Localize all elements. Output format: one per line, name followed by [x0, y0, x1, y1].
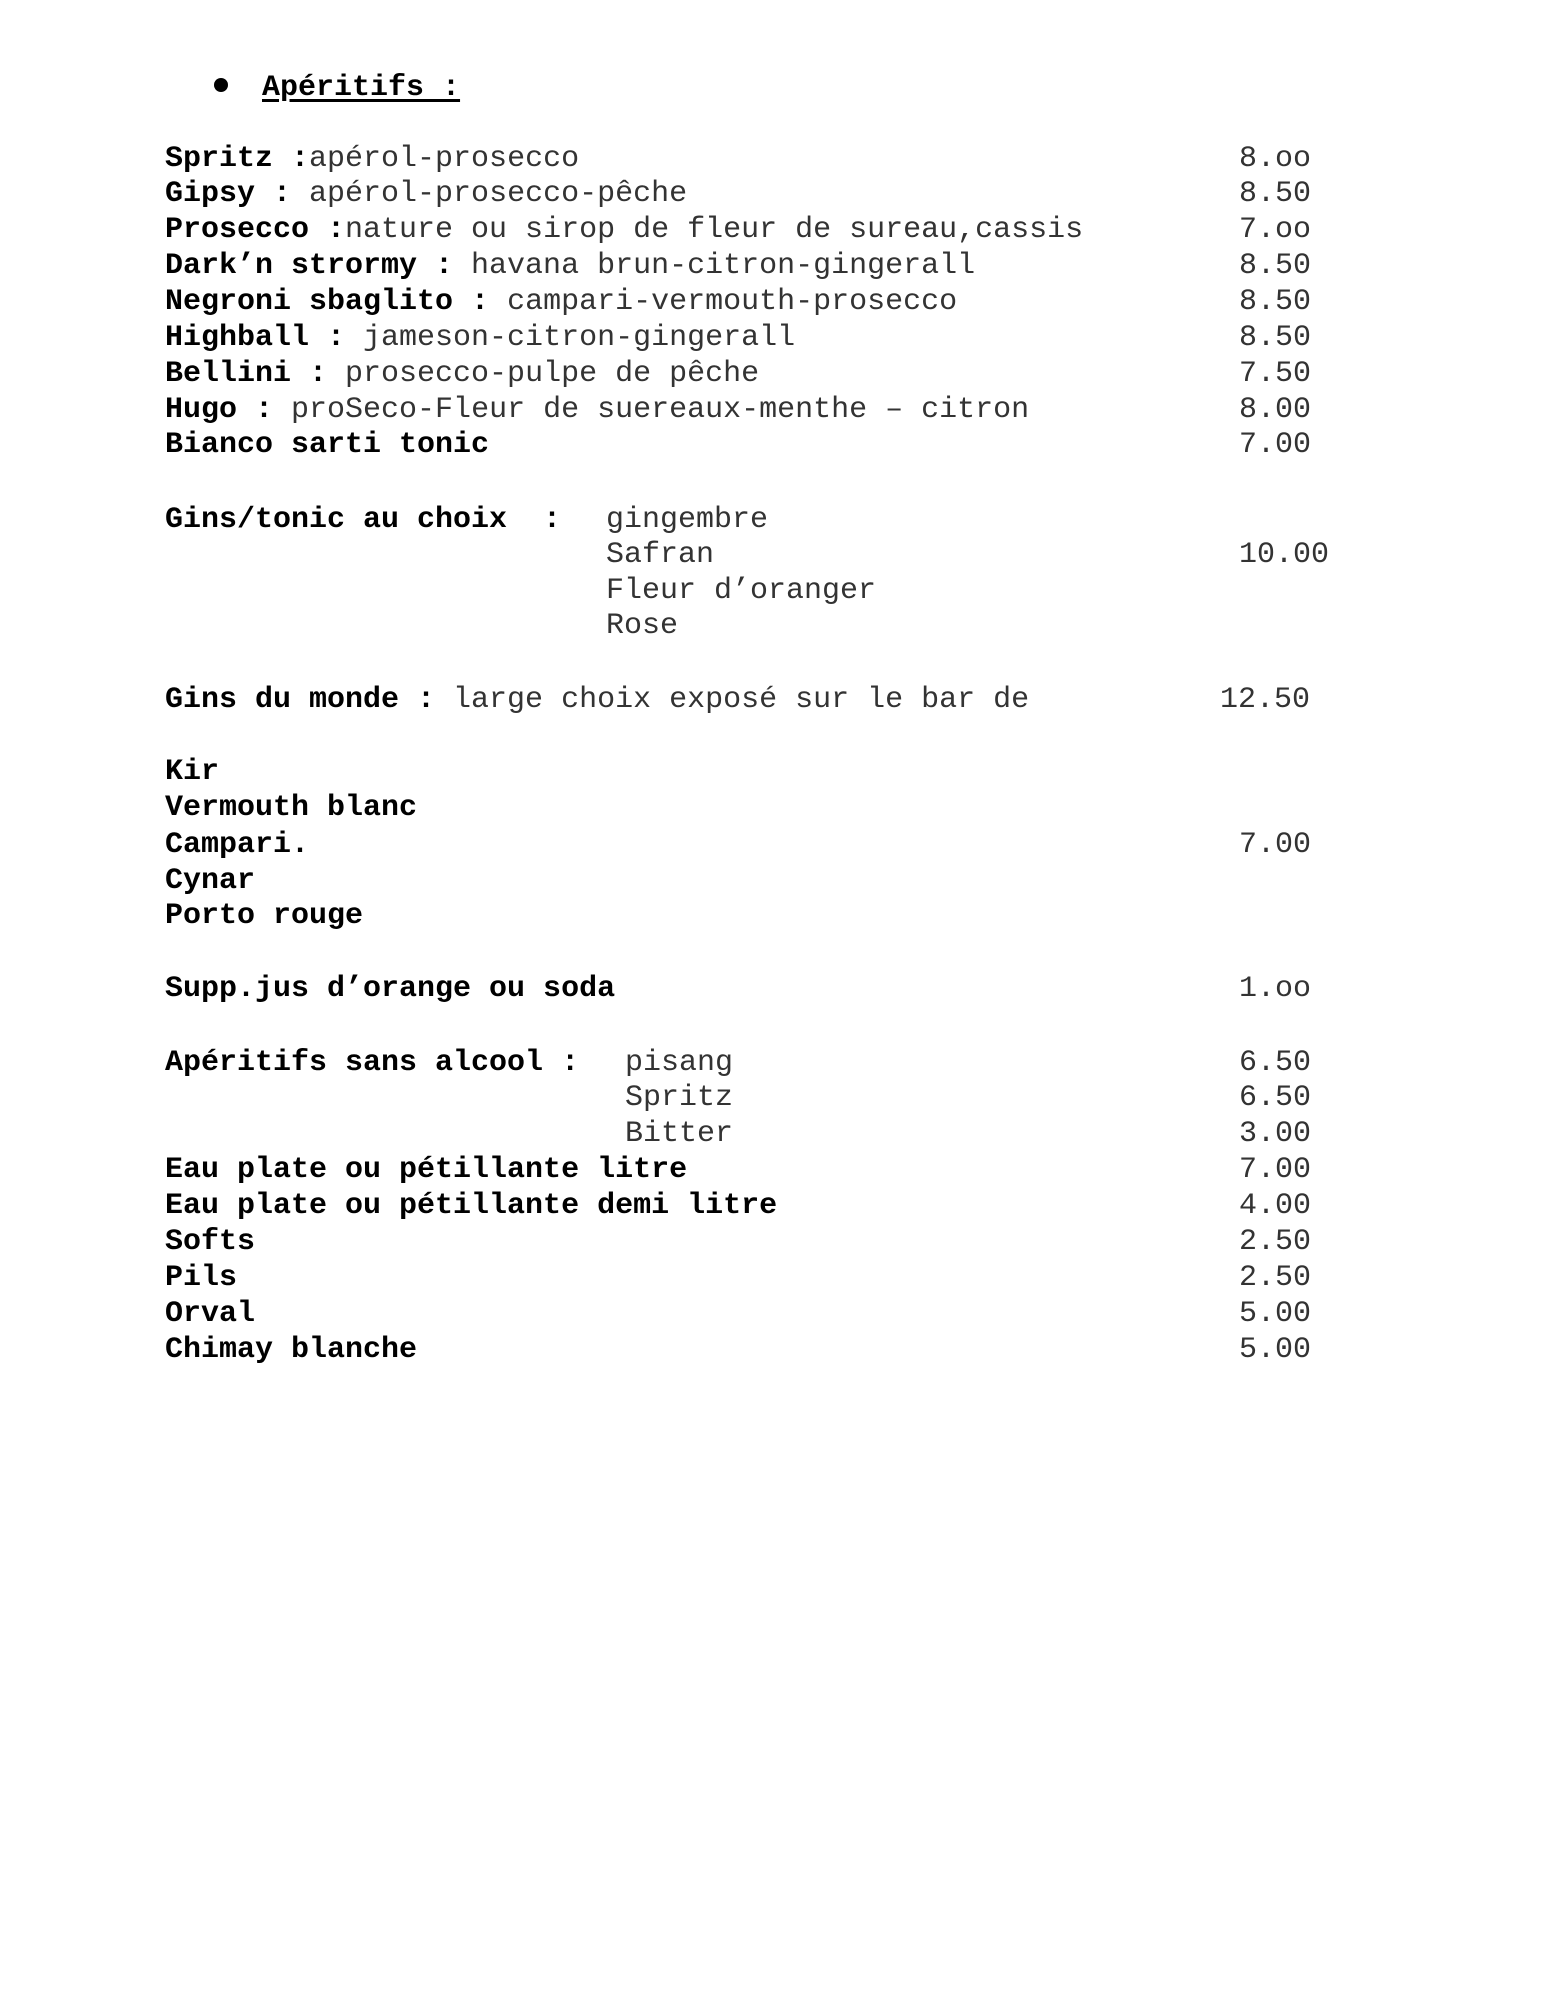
drink-name: Pils — [165, 1261, 238, 1295]
drink-price: 5.00 — [1239, 1297, 1312, 1331]
item-description: nature ou sirop de fleur de sureau,cassis — [345, 213, 1084, 247]
item-name: Spritz : — [165, 142, 310, 176]
item-price: 8.50 — [1239, 249, 1312, 283]
section-title: Apéritifs : — [262, 71, 461, 105]
classic-name: Campari. — [165, 828, 310, 862]
item-description: prosecco-pulpe de pêche — [327, 357, 760, 391]
drink-name: Chimay blanche — [165, 1333, 418, 1367]
classics-price: 7.00 — [1239, 828, 1312, 862]
item-description: apérol-prosecco — [309, 142, 580, 176]
menu-item — [165, 141, 579, 177]
drink-name: Softs — [165, 1225, 256, 1259]
drink-price: 7.00 — [1239, 1153, 1312, 1187]
menu-item — [165, 427, 489, 463]
drink-price: 5.00 — [1239, 1333, 1312, 1367]
item-price: 7.50 — [1239, 357, 1312, 391]
sans-alcool-option: Bitter — [625, 1117, 734, 1151]
item-name: Highball : — [165, 321, 346, 355]
item-price: 8.oo — [1239, 142, 1312, 176]
item-description: campari-vermouth-prosecco — [489, 285, 958, 319]
drink-name: Eau plate ou pétillante demi litre — [165, 1189, 778, 1223]
gins-monde-name: Gins du monde : — [165, 683, 436, 717]
menu-item — [165, 320, 795, 356]
menu-item — [165, 392, 1029, 428]
classic-name: Cynar — [165, 864, 256, 898]
menu-item — [165, 284, 957, 320]
sans-alcool-option: pisang — [625, 1046, 734, 1080]
item-price: 7.00 — [1239, 428, 1312, 462]
item-price: 8.50 — [1239, 321, 1312, 355]
gins-tonic-option: Fleur d’oranger — [606, 574, 877, 608]
menu-item — [165, 248, 975, 284]
item-name: Bianco sarti tonic — [165, 428, 490, 462]
item-description: havana brun-citron-gingerall — [453, 249, 976, 283]
classic-name: Vermouth blanc — [165, 791, 418, 825]
item-price: 8.50 — [1239, 285, 1312, 319]
gins-monde-description: large choix exposé sur le bar de — [435, 683, 1030, 717]
drink-price: 2.50 — [1239, 1225, 1312, 1259]
supplement-name: Supp.jus d’orange ou soda — [165, 972, 616, 1006]
item-name: Gipsy : — [165, 177, 292, 211]
item-price: 8.50 — [1239, 177, 1312, 211]
drink-name: Eau plate ou pétillante litre — [165, 1153, 688, 1187]
menu-item — [165, 176, 687, 212]
drink-price: 2.50 — [1239, 1261, 1312, 1295]
item-price: 7.oo — [1239, 213, 1312, 247]
gins-tonic-price: 10.00 — [1239, 538, 1330, 572]
item-name: Dark’n strormy : — [165, 249, 454, 283]
gins-tonic-option: Rose — [606, 609, 679, 643]
item-description: apérol-prosecco-pêche — [291, 177, 688, 211]
classic-name: Kir — [165, 755, 220, 789]
item-description: proSeco-Fleur de suereaux-menthe – citron — [273, 393, 1030, 427]
bullet-icon — [214, 78, 228, 92]
sans-alcool-price: 6.50 — [1239, 1081, 1312, 1115]
menu-item — [165, 212, 1083, 248]
item-name: Bellini : — [165, 357, 328, 391]
supplement-price: 1.oo — [1239, 972, 1312, 1006]
drink-price: 4.00 — [1239, 1189, 1312, 1223]
sans-alcool-price: 6.50 — [1239, 1046, 1312, 1080]
item-name: Prosecco : — [165, 213, 346, 247]
gins-tonic-option: Safran — [606, 538, 715, 572]
sans-alcool-option: Spritz — [625, 1081, 734, 1115]
gins-monde-price: 12.50 — [1220, 683, 1311, 717]
drink-name: Orval — [165, 1297, 256, 1331]
sans-alcool-price: 3.00 — [1239, 1117, 1312, 1151]
item-price: 8.00 — [1239, 393, 1312, 427]
gins-tonic-option: gingembre — [606, 503, 769, 537]
item-name: Negroni sbaglito : — [165, 285, 490, 319]
menu-item — [165, 356, 759, 392]
item-description: jameson-citron-gingerall — [345, 321, 796, 355]
gins-monde-item — [165, 682, 1029, 718]
sans-alcool-name: Apéritifs sans alcool : — [165, 1046, 580, 1080]
gins-tonic-name: Gins/tonic au choix : — [165, 503, 562, 537]
classic-name: Porto rouge — [165, 899, 364, 933]
item-name: Hugo : — [165, 393, 274, 427]
